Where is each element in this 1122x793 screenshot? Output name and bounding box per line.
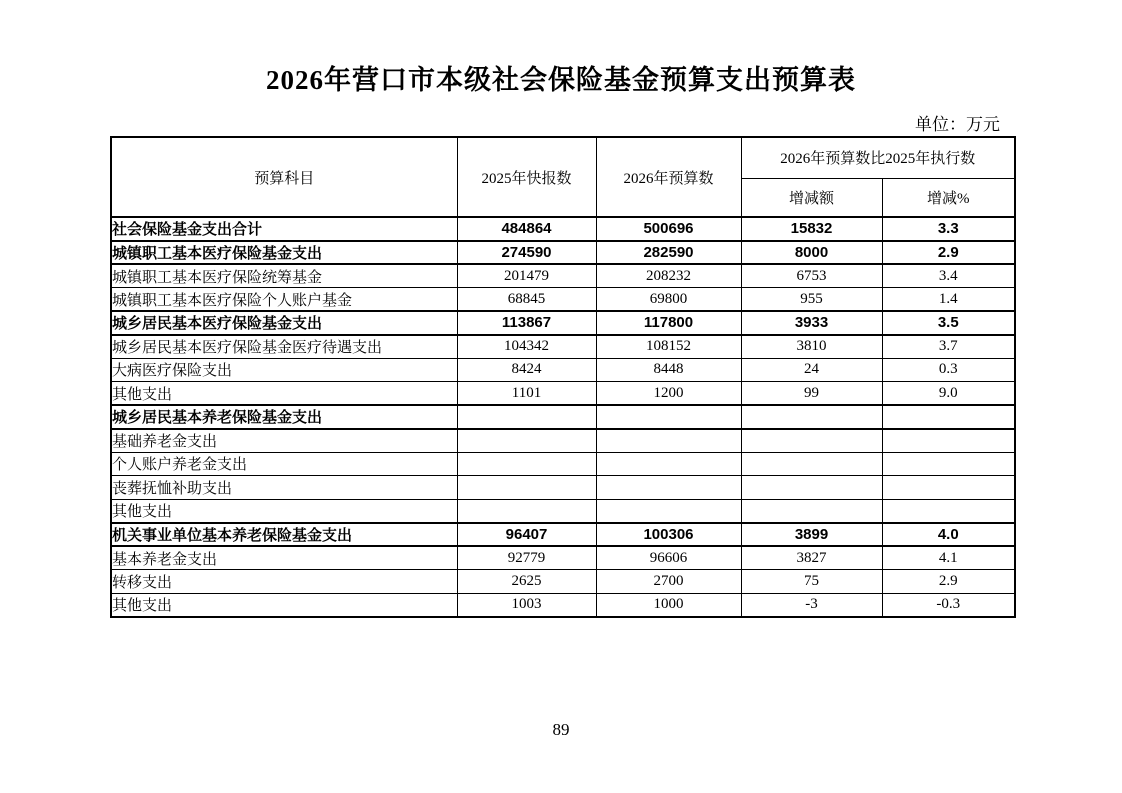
row-value <box>741 452 882 476</box>
header-subject: 预算科目 <box>111 137 457 217</box>
row-label: 基础养老金支出 <box>111 429 457 453</box>
header-delta: 增减额 <box>741 178 882 217</box>
table-row <box>111 288 1015 312</box>
row-value: 75 <box>741 570 882 594</box>
row-value <box>596 452 741 476</box>
row-label: 城乡居民基本医疗保险基金医疗待遇支出 <box>111 335 457 359</box>
table-row <box>111 311 1015 335</box>
row-value <box>596 429 741 453</box>
row-value <box>741 429 882 453</box>
row-value: 2.9 <box>882 241 1015 265</box>
row-value: 8000 <box>741 241 882 265</box>
row-value: 24 <box>741 358 882 382</box>
row-label: 社会保险基金支出合计 <box>111 217 457 241</box>
row-value <box>882 405 1015 429</box>
row-value: 1101 <box>457 382 596 406</box>
row-label: 城镇职工基本医疗保险个人账户基金 <box>111 288 457 312</box>
row-value <box>882 452 1015 476</box>
row-value: 2625 <box>457 570 596 594</box>
row-value: 92779 <box>457 546 596 570</box>
row-value: -3 <box>741 593 882 617</box>
row-value: 2.9 <box>882 570 1015 594</box>
table-row <box>111 570 1015 594</box>
row-value: 201479 <box>457 264 596 288</box>
table-row <box>111 382 1015 406</box>
row-value: 0.3 <box>882 358 1015 382</box>
page-number: 89 <box>552 720 570 739</box>
row-label: 城镇职工基本医疗保险统筹基金 <box>111 264 457 288</box>
row-value: 104342 <box>457 335 596 359</box>
table-row <box>111 358 1015 382</box>
row-label: 基本养老金支出 <box>111 546 457 570</box>
header-pct: 增减% <box>882 178 1015 217</box>
row-value: 9.0 <box>882 382 1015 406</box>
page-title: 2026年营口市本级社会保险基金预算支出预算表 <box>266 65 856 95</box>
row-label: 其他支出 <box>111 593 457 617</box>
row-value <box>457 452 596 476</box>
row-value: 6753 <box>741 264 882 288</box>
row-value: 96407 <box>457 523 596 547</box>
row-label: 机关事业单位基本养老保险基金支出 <box>111 523 457 547</box>
row-value <box>882 429 1015 453</box>
row-value: 4.1 <box>882 546 1015 570</box>
table-row <box>111 523 1015 547</box>
table-row <box>111 593 1015 617</box>
row-value: -0.3 <box>882 593 1015 617</box>
row-label: 城镇职工基本医疗保险基金支出 <box>111 241 457 265</box>
row-value: 3.5 <box>882 311 1015 335</box>
row-value <box>457 499 596 523</box>
row-value: 99 <box>741 382 882 406</box>
row-value: 108152 <box>596 335 741 359</box>
header-2026-budget: 2026年预算数 <box>596 137 741 217</box>
row-value: 955 <box>741 288 882 312</box>
row-value: 3827 <box>741 546 882 570</box>
row-value <box>596 476 741 500</box>
row-value: 8424 <box>457 358 596 382</box>
row-value <box>741 499 882 523</box>
row-value: 96606 <box>596 546 741 570</box>
row-label: 城乡居民基本医疗保险基金支出 <box>111 311 457 335</box>
row-value: 117800 <box>596 311 741 335</box>
table-row <box>111 217 1015 241</box>
row-value: 1200 <box>596 382 741 406</box>
row-value <box>457 476 596 500</box>
budget-table <box>110 136 1016 618</box>
row-value: 3.4 <box>882 264 1015 288</box>
table-row <box>111 476 1015 500</box>
table-header <box>111 137 1015 217</box>
row-value: 69800 <box>596 288 741 312</box>
row-label: 城乡居民基本养老保险基金支出 <box>111 405 457 429</box>
row-value: 500696 <box>596 217 741 241</box>
row-label: 其他支出 <box>111 382 457 406</box>
row-value: 100306 <box>596 523 741 547</box>
table-row <box>111 264 1015 288</box>
table-row <box>111 452 1015 476</box>
row-label: 其他支出 <box>111 499 457 523</box>
table-row <box>111 546 1015 570</box>
table-body <box>111 217 1015 617</box>
row-value: 1.4 <box>882 288 1015 312</box>
header-2025-flash: 2025年快报数 <box>457 137 596 217</box>
row-value <box>457 405 596 429</box>
row-value: 113867 <box>457 311 596 335</box>
row-value: 15832 <box>741 217 882 241</box>
row-label: 转移支出 <box>111 570 457 594</box>
row-value: 68845 <box>457 288 596 312</box>
row-value: 3933 <box>741 311 882 335</box>
row-value: 282590 <box>596 241 741 265</box>
row-value <box>741 476 882 500</box>
table-row <box>111 241 1015 265</box>
row-value: 3899 <box>741 523 882 547</box>
row-value <box>457 429 596 453</box>
row-label: 个人账户养老金支出 <box>111 452 457 476</box>
row-value: 1003 <box>457 593 596 617</box>
row-value: 3.7 <box>882 335 1015 359</box>
row-value <box>882 476 1015 500</box>
row-value: 274590 <box>457 241 596 265</box>
row-value <box>596 405 741 429</box>
row-value: 2700 <box>596 570 741 594</box>
header-compare-group: 2026年预算数比2025年执行数 <box>741 137 1015 178</box>
table-row <box>111 405 1015 429</box>
table-row <box>111 499 1015 523</box>
row-value: 3810 <box>741 335 882 359</box>
row-label: 大病医疗保险支出 <box>111 358 457 382</box>
row-value: 3.3 <box>882 217 1015 241</box>
table-row <box>111 429 1015 453</box>
table-row <box>111 335 1015 359</box>
row-value: 484864 <box>457 217 596 241</box>
row-value <box>741 405 882 429</box>
row-value: 1000 <box>596 593 741 617</box>
row-value: 208232 <box>596 264 741 288</box>
unit-label: 单位：万元 <box>915 115 1000 134</box>
row-value <box>882 499 1015 523</box>
row-label: 丧葬抚恤补助支出 <box>111 476 457 500</box>
row-value <box>596 499 741 523</box>
row-value: 4.0 <box>882 523 1015 547</box>
row-value: 8448 <box>596 358 741 382</box>
